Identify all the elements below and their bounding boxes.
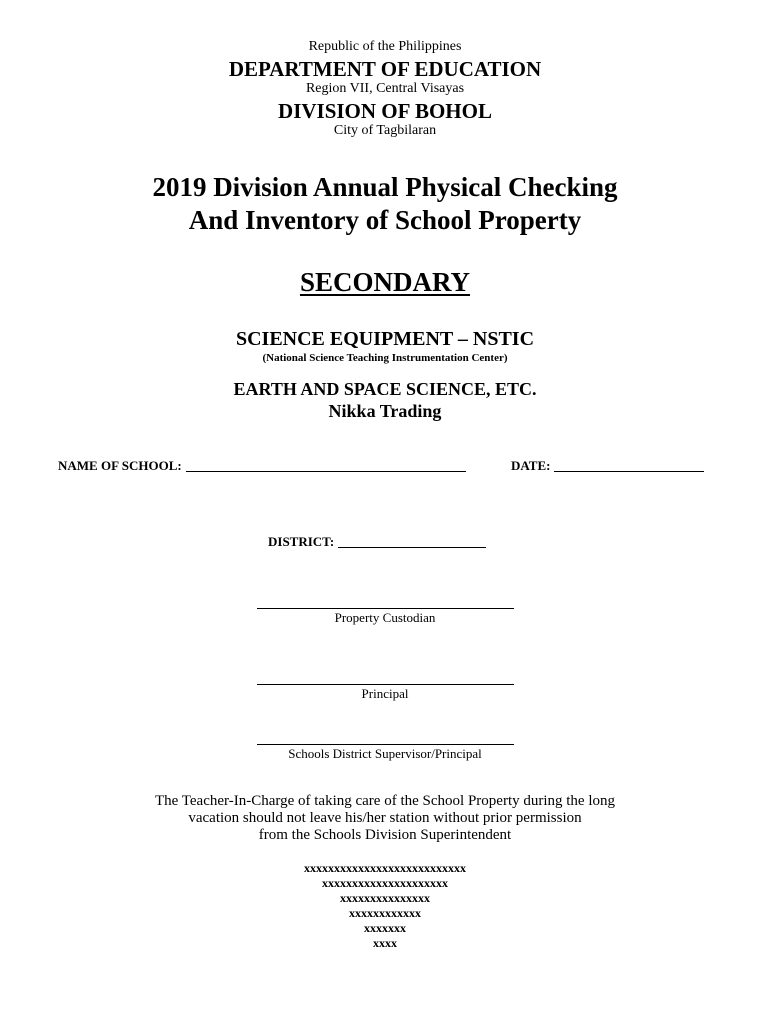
- separator-line-6: xxxx: [373, 936, 397, 950]
- document-title-line-1: 2019 Division Annual Physical Checking: [152, 172, 618, 202]
- city-line: City of Tagbilaran: [333, 123, 437, 138]
- principal-label: Principal: [361, 686, 409, 701]
- separator-line-2: xxxxxxxxxxxxxxxxxxxxx: [322, 876, 448, 890]
- custodian-label: Property Custodian: [334, 610, 436, 625]
- subject-heading: EARTH AND SPACE SCIENCE, ETC.: [233, 379, 537, 399]
- note-line-3: from the Schools Division Superintendent: [258, 827, 512, 843]
- separator-line-1: xxxxxxxxxxxxxxxxxxxxxxxxxxx: [304, 861, 466, 875]
- separator-line-3: xxxxxxxxxxxxxxx: [340, 891, 430, 905]
- date-field[interactable]: [511, 458, 704, 474]
- date-label: DATE:: [511, 458, 551, 473]
- note-line-1: The Teacher-In-Charge of taking care of the School Property during the long: [154, 793, 616, 809]
- district-field[interactable]: [268, 534, 486, 550]
- division-heading: DIVISION OF BOHOL: [278, 99, 492, 123]
- district-blank[interactable]: [338, 546, 486, 548]
- school-name-label: NAME OF SCHOOL:: [58, 458, 182, 473]
- separator-line-5: xxxxxxx: [364, 921, 406, 935]
- district-label: DISTRICT:: [268, 534, 335, 549]
- note-line-2: vacation should not leave his/her station without prior permission: [188, 810, 582, 826]
- category-heading: SCIENCE EQUIPMENT – NSTIC: [235, 328, 535, 350]
- school-name-field[interactable]: [58, 458, 466, 474]
- school-name-blank[interactable]: [186, 470, 466, 472]
- supplier-heading: Nikka Trading: [328, 401, 442, 421]
- document-title-line-2: And Inventory of School Property: [188, 205, 582, 235]
- separator-line-4: xxxxxxxxxxxx: [349, 906, 421, 920]
- region-line: Region VII, Central Visayas: [305, 81, 465, 96]
- custodian-signature-line[interactable]: [257, 608, 514, 609]
- date-blank[interactable]: [554, 470, 704, 472]
- department-heading: DEPARTMENT OF EDUCATION: [228, 57, 542, 81]
- category-subheading: (National Science Teaching Instrumentation Center): [262, 352, 508, 364]
- supervisor-signature-line[interactable]: [257, 744, 514, 745]
- principal-signature-line[interactable]: [257, 684, 514, 685]
- level-heading: SECONDARY: [299, 267, 471, 297]
- republic-line: Republic of the Philippines: [308, 39, 462, 54]
- supervisor-label: Schools District Supervisor/Principal: [288, 746, 482, 761]
